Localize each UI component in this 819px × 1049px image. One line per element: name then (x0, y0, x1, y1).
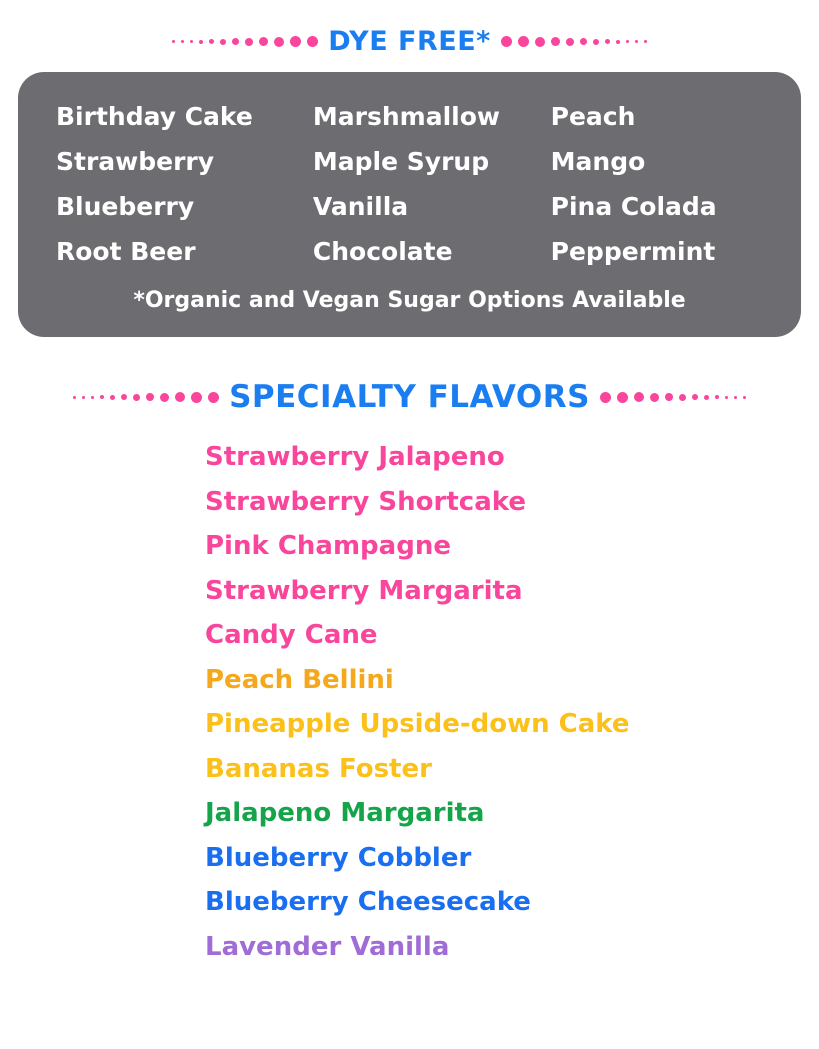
decorative-dot (191, 392, 202, 403)
decorative-dot (566, 38, 574, 46)
dye-free-columns (38, 94, 781, 274)
specialty-flavor-item: Strawberry Margarita (205, 575, 523, 606)
decorative-dot (605, 39, 610, 44)
decorative-dot (650, 393, 659, 402)
decorative-dot (146, 393, 154, 401)
specialty-title: SPECIALTY FLAVORS (229, 379, 590, 415)
decorative-dot (580, 38, 587, 45)
decorative-dot (209, 39, 214, 44)
decorative-dot (518, 36, 529, 47)
decorative-dot (259, 37, 268, 46)
specialty-flavor-item: Strawberry Shortcake (205, 486, 526, 517)
specialty-flavor-item: Lavender Vanilla (205, 931, 450, 962)
decorative-dot (91, 396, 94, 399)
specialty-flavor-item: Blueberry Cheesecake (205, 887, 531, 917)
dye-free-panel (18, 72, 801, 337)
dye-free-column-1 (38, 94, 313, 274)
decorative-dot (617, 392, 628, 403)
flavor-item: Blueberry (56, 192, 195, 221)
decorative-dot (181, 40, 184, 43)
decorative-dot (635, 40, 638, 43)
decorative-dot (600, 392, 611, 403)
specialty-flavor-item: Strawberry Jalapeno (205, 442, 505, 472)
flavor-item: Birthday Cake (56, 102, 253, 131)
decorative-dot (220, 39, 226, 45)
flavor-item: Root Beer (56, 237, 196, 266)
decorative-dot (172, 40, 175, 43)
decorative-dot (274, 37, 284, 47)
specialty-flavor-item: Candy Cane (205, 620, 378, 650)
specialty-heading (0, 379, 819, 415)
decorative-dot (644, 40, 647, 43)
specialty-flavor-item: Peach Bellini (205, 664, 394, 695)
decorative-dot (190, 40, 193, 43)
dye-free-column-3 (551, 94, 781, 274)
decorative-dot (290, 36, 301, 47)
decorative-dot (232, 38, 239, 45)
decorative-dot (725, 396, 728, 399)
flavor-item: Peach (550, 102, 636, 131)
decorative-dot (665, 393, 673, 401)
decorative-dot (593, 39, 599, 45)
decorative-dot (100, 395, 104, 399)
flavor-item: Chocolate (312, 237, 453, 266)
dotted-rule-left (172, 36, 318, 47)
decorative-dot (208, 392, 219, 403)
decorative-dot (110, 395, 115, 400)
specialty-flavor-item: Pink Champagne (205, 531, 451, 561)
decorative-dot (199, 40, 203, 44)
decorative-dot (175, 392, 185, 402)
decorative-dot (82, 396, 85, 399)
decorative-dot (551, 37, 560, 46)
decorative-dot (616, 40, 620, 44)
specialty-flavor-item: Blueberry Cobbler (205, 842, 472, 873)
decorative-dot (626, 40, 629, 43)
dye-free-column-2 (313, 94, 551, 274)
specialty-flavor-item: Bananas Foster (205, 753, 432, 784)
specialty-flavor-list (0, 435, 819, 969)
flavor-item: Pina Colada (550, 192, 717, 221)
decorative-dot (121, 394, 127, 400)
decorative-dot (307, 36, 318, 47)
decorative-dot (245, 38, 253, 46)
flavor-item: Strawberry (56, 147, 215, 176)
flavor-item: Peppermint (550, 237, 716, 266)
dotted-rule-right (501, 36, 647, 47)
decorative-dot (133, 394, 140, 401)
specialty-flavor-item: Pineapple Upside-down Cake (205, 709, 630, 739)
dye-free-title: DYE FREE* (328, 26, 491, 57)
dotted-rule-right (600, 392, 746, 403)
dotted-rule-left (73, 392, 219, 403)
decorative-dot (634, 392, 644, 402)
decorative-dot (535, 37, 545, 47)
flavor-item: Vanilla (312, 192, 409, 221)
decorative-dot (501, 36, 512, 47)
flavor-item: Marshmallow (312, 102, 500, 131)
sugar-options-note: *Organic and Vegan Sugar Options Available (133, 288, 686, 313)
decorative-dot (734, 396, 737, 399)
decorative-dot (715, 395, 719, 399)
flavor-item: Maple Syrup (312, 147, 490, 176)
dye-free-heading (0, 26, 819, 57)
decorative-dot (743, 396, 746, 399)
specialty-flavor-item: Jalapeno Margarita (205, 798, 485, 828)
decorative-dot (704, 395, 709, 400)
decorative-dot (73, 396, 76, 399)
decorative-dot (679, 394, 686, 401)
decorative-dot (692, 394, 698, 400)
decorative-dot (160, 393, 169, 402)
flavor-item: Mango (550, 147, 646, 176)
